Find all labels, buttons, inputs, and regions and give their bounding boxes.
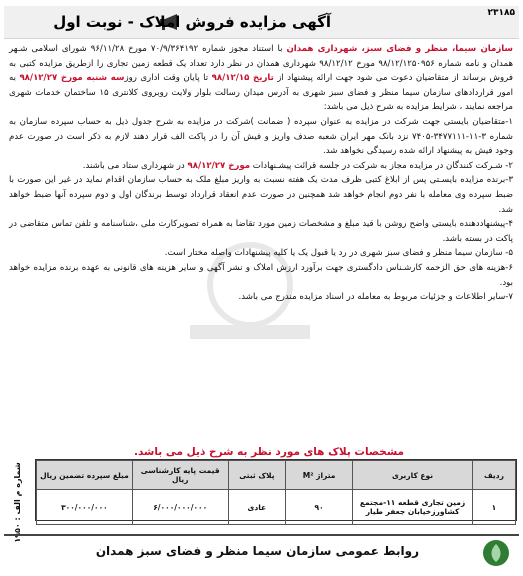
footer xyxy=(4,534,519,570)
col-header: قیمت پایه کارشناسی ریال xyxy=(132,461,228,490)
table-row xyxy=(37,490,516,525)
footer-text: روابط عمومی سازمان سیما منظر و فضای سبز همدان xyxy=(95,544,419,558)
cell-plaque: عادی xyxy=(228,490,285,525)
col-header: ردیف xyxy=(472,461,515,490)
condition-2: ۲- شـرکت کنندگان در مزایده مجاز به شرکت در جلسه قرائت پیشـنهادات مورخ ۹۸/۱۲/۲۷ در شهرداری ستاد می باشند. xyxy=(82,160,513,171)
col-header: نوع کاربری xyxy=(353,461,473,490)
cell-index: ۱ xyxy=(472,490,515,525)
col-header: پلاک ثبتی xyxy=(228,461,285,490)
spec-title: مشخصات پلاک های مورد نظر به شرح ذیل می باشد. xyxy=(133,446,405,458)
date-to: سه شنبه مورخ ۹۸/۱۲/۲۷ xyxy=(19,73,125,84)
side-label: شماره م الف : ۱۹۵۰ xyxy=(12,461,22,543)
condition-5: ۵- سازمان سیما منظر و فضای سبز شهری در رد یا قبول یک یا کلیه پیشنهادات واصله مختار است. xyxy=(164,248,513,259)
header-banner xyxy=(4,6,519,39)
condition-6: ۶-هزینه های حق الزحمه کارشـناس دادگستری جهت برآورد ارزش املاک و نشر آگهی و سایر هزینه های قانونی به عهده برنده مزایده خواهد بود. xyxy=(9,262,513,288)
cell-area: ۹۰ xyxy=(286,490,353,525)
page-title: آگهی مزایده فروش املاک - نوبت اول xyxy=(53,13,331,31)
condition-3: ۳-برنده مزایده بایسـتی پس از ابلاغ کتبی ظرف مدت یک هفته نسبت به واریز مبلغ ملک به حساب سازمان اقدام نماید در غیر این صورت با ضبط سپرده وی معامله با نفر دوم انجام خواهد شد همچنین در صورت عدم انعقاد قرارداد توسط برندگان اول و دوم سپرده آنها ضبط خواهد شد. xyxy=(9,175,513,215)
ad-number: ۲۳۱۸۵ xyxy=(487,8,515,18)
col-header: مبلغ سپرده تضمین ریال xyxy=(37,461,133,490)
org-logo-icon xyxy=(481,538,511,568)
condition-4: ۴-پیشنهاددهنده بایستی واضح روشن با قید مبلغ و مشخصات زمین مورد تقاضا به همراه تصویرکارت ملی ،شناسنامه و تلفن تماس متقاضی در پاکت در بسته باشد. xyxy=(9,219,513,244)
table-header-row xyxy=(37,461,516,490)
cell-base-price: ۶/۰۰۰/۰۰۰/۰۰۰ xyxy=(132,490,228,525)
ad-body xyxy=(9,42,513,305)
org-name: سازمان سیما، منظر و فضای سبز، شهرداری همدان xyxy=(286,44,513,54)
intro-paragraph: سازمان سیما، منظر و فضای سبز، شهرداری همدان با استناد مجوز شماره ۷۰/۹/۳۶۴۱۹۲ مورخ ۹۶/۱۱/۲۸ شورای اسلامی شـهر همدان و نامه شماره ۹۸/۱۲/۱۲۵۰۹۵۶ مورخ ۹۸/۱۲/۱۲ شهرداری همدان در نظر دارد تعداد یک قطعه زمین تجاری را ازطریق مزایده کتبی به فروش برساند از متقاضیان دعوت می شود جهت ارائه پیشنهاد از تاریخ ۹۸/۱۲/۱۵ تا پایان وقت اداری روزسه شنبه مورخ ۹۸/۱۲/۲۷ به امور قراردادهای سازمان سیما منظر و فضای سبز شهری به آدرس میدان رسالت بلوار ولایت روبروی کلانتری ۱۵ ساختمان خدمات شهری مراجعه نمایند ، شرایط مزایده به شرح ذیل می باشد: xyxy=(9,44,513,113)
property-table xyxy=(35,459,517,521)
col-header: متراژ M² xyxy=(286,461,353,490)
date-from: تاریخ ۹۸/۱۲/۱۵ xyxy=(211,73,274,84)
condition-7: ۷-سایر اطلاعات و جزئیات مربوط به معامله در اسناد مزایده مندرج می باشد. xyxy=(238,292,513,303)
cell-usage: زمین تجاری قطعه ۱۱-مجتمع کشاورزخیابان جعفر طیار xyxy=(353,490,473,525)
cell-deposit: ۳۰۰/۰۰۰/۰۰۰ xyxy=(37,490,133,525)
opening-date: مورخ ۹۸/۱۲/۲۷ xyxy=(187,160,251,171)
condition-1: ۱-متقاضیان بایستی جهت شرکت در مزایده به عنوان سپرده ( ضمانت )شرکت در مزایده به شرح جدول ذیل به حساب سپرده سازمان به شماره ۳-۱۱-۳۴۷۷۱۱۱-۷۴۰۵ نزد بانک مهر ایران شعبه صدف واریز و فیش آن را در پاکت الف قرار دهند لازم به ذکر است در صورت عدم وجود فیش به پیشنهاد ارائه شده رسیدگی نخواهد شد. xyxy=(9,116,514,157)
